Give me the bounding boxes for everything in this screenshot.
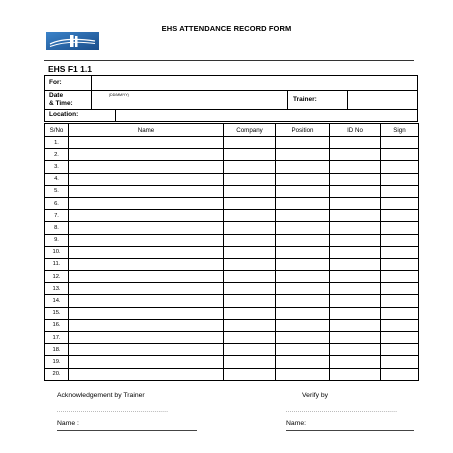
sign-cell[interactable] (381, 271, 419, 283)
id-no-cell[interactable] (330, 210, 381, 222)
sign-cell[interactable] (381, 137, 419, 149)
sign-cell[interactable] (381, 356, 419, 368)
sno-cell: 12. (45, 271, 69, 283)
table-row (45, 271, 419, 283)
name-cell[interactable] (69, 210, 224, 222)
date-format-hint: (DD/MM/YY) (109, 93, 129, 97)
company-cell[interactable] (224, 185, 276, 197)
sno-cell: 11. (45, 258, 69, 270)
ack-name-label: Name : (57, 420, 79, 427)
for-field[interactable] (91, 76, 418, 90)
id-no-cell[interactable] (330, 356, 381, 368)
verify-name-label: Name: (286, 420, 307, 427)
sign-cell[interactable] (381, 332, 419, 344)
trainer-label: Trainer: (293, 96, 317, 103)
sign-cell[interactable] (381, 161, 419, 173)
name-cell[interactable] (69, 197, 224, 209)
table-row (45, 319, 419, 331)
position-cell[interactable] (276, 173, 330, 185)
table-row (45, 149, 419, 161)
column-header-sign: Sign (381, 124, 419, 137)
form-code: EHS F1 1.1 (48, 64, 92, 74)
id-no-cell[interactable] (330, 173, 381, 185)
table-row (45, 173, 419, 185)
name-cell[interactable] (69, 234, 224, 246)
sign-cell[interactable] (381, 307, 419, 319)
position-cell[interactable] (276, 307, 330, 319)
id-no-cell[interactable] (330, 344, 381, 356)
table-row (45, 222, 419, 234)
id-no-cell[interactable] (330, 271, 381, 283)
sign-cell[interactable] (381, 210, 419, 222)
id-no-cell[interactable] (330, 307, 381, 319)
table-row (45, 161, 419, 173)
location-label: Location: (49, 111, 79, 118)
position-cell[interactable] (276, 137, 330, 149)
name-cell[interactable] (69, 173, 224, 185)
name-cell[interactable] (69, 137, 224, 149)
table-row (45, 368, 419, 380)
company-cell[interactable] (224, 271, 276, 283)
company-cell[interactable] (224, 161, 276, 173)
sign-cell[interactable] (381, 344, 419, 356)
sno-cell: 18. (45, 344, 69, 356)
sign-cell[interactable] (381, 295, 419, 307)
sno-cell: 14. (45, 295, 69, 307)
table-row (45, 344, 419, 356)
for-label: For: (49, 79, 62, 86)
company-cell[interactable] (224, 356, 276, 368)
id-no-cell[interactable] (330, 197, 381, 209)
column-header-id-no: ID No (330, 124, 381, 137)
id-no-cell[interactable] (330, 149, 381, 161)
table-row (45, 307, 419, 319)
position-cell[interactable] (276, 197, 330, 209)
attendance-table (44, 123, 419, 381)
column-header-sno: S/No (45, 124, 69, 137)
date-time-field[interactable] (91, 90, 288, 109)
company-cell[interactable] (224, 246, 276, 258)
position-cell[interactable] (276, 234, 330, 246)
ack-label: Acknowledgement by Trainer (57, 392, 145, 399)
sign-cell[interactable] (381, 283, 419, 295)
name-cell[interactable] (69, 368, 224, 380)
company-logo (46, 32, 99, 50)
info-block (44, 75, 418, 122)
id-no-cell[interactable] (330, 368, 381, 380)
position-cell[interactable] (276, 356, 330, 368)
sno-cell: 6. (45, 197, 69, 209)
position-cell[interactable] (276, 246, 330, 258)
position-cell[interactable] (276, 368, 330, 380)
position-cell[interactable] (276, 258, 330, 270)
name-cell[interactable] (69, 332, 224, 344)
form-title: EHS ATTENDANCE RECORD FORM (161, 24, 292, 33)
id-no-cell[interactable] (330, 137, 381, 149)
position-cell[interactable] (276, 319, 330, 331)
sno-cell: 16. (45, 319, 69, 331)
table-row (45, 246, 419, 258)
name-cell[interactable] (69, 149, 224, 161)
company-cell[interactable] (224, 234, 276, 246)
id-no-cell[interactable] (330, 258, 381, 270)
company-cell[interactable] (224, 173, 276, 185)
time-label: & Time: (49, 100, 73, 107)
location-field[interactable] (115, 109, 418, 121)
for-row (45, 76, 417, 91)
id-no-cell[interactable] (330, 283, 381, 295)
sno-cell: 15. (45, 307, 69, 319)
name-cell[interactable] (69, 307, 224, 319)
sno-cell: 13. (45, 283, 69, 295)
name-cell[interactable] (69, 295, 224, 307)
table-row (45, 295, 419, 307)
id-no-cell[interactable] (330, 246, 381, 258)
date-label: Date (49, 92, 64, 99)
sno-cell: 20. (45, 368, 69, 380)
company-cell[interactable] (224, 258, 276, 270)
company-cell[interactable] (224, 319, 276, 331)
id-no-cell[interactable] (330, 185, 381, 197)
sno-cell: 10. (45, 246, 69, 258)
name-cell[interactable] (69, 319, 224, 331)
table-row (45, 283, 419, 295)
name-cell[interactable] (69, 344, 224, 356)
company-cell[interactable] (224, 368, 276, 380)
position-cell[interactable] (276, 185, 330, 197)
company-cell[interactable] (224, 137, 276, 149)
name-cell[interactable] (69, 356, 224, 368)
position-cell[interactable] (276, 210, 330, 222)
name-cell[interactable] (69, 271, 224, 283)
sno-cell: 17. (45, 332, 69, 344)
sno-cell: 4. (45, 173, 69, 185)
attendance-rows (45, 137, 419, 381)
sno-cell: 19. (45, 356, 69, 368)
company-cell[interactable] (224, 210, 276, 222)
sign-cell[interactable] (381, 368, 419, 380)
id-no-cell[interactable] (330, 161, 381, 173)
position-cell[interactable] (276, 344, 330, 356)
position-cell[interactable] (276, 161, 330, 173)
sign-cell[interactable] (381, 246, 419, 258)
sign-cell[interactable] (381, 234, 419, 246)
name-cell[interactable] (69, 258, 224, 270)
company-cell[interactable] (224, 295, 276, 307)
position-cell[interactable] (276, 149, 330, 161)
sno-cell: 7. (45, 210, 69, 222)
column-header-name: Name (69, 124, 224, 137)
table-row (45, 197, 419, 209)
table-row (45, 258, 419, 270)
id-no-cell[interactable] (330, 319, 381, 331)
sign-cell[interactable] (381, 173, 419, 185)
sno-cell: 8. (45, 222, 69, 234)
sign-cell[interactable] (381, 258, 419, 270)
ack-name-line[interactable] (57, 430, 197, 431)
table-row (45, 332, 419, 344)
id-no-cell[interactable] (330, 295, 381, 307)
company-cell[interactable] (224, 307, 276, 319)
id-no-cell[interactable] (330, 234, 381, 246)
verify-label: Verify by (302, 392, 329, 399)
id-no-cell[interactable] (330, 332, 381, 344)
table-row (45, 210, 419, 222)
sign-cell[interactable] (381, 197, 419, 209)
position-cell[interactable] (276, 283, 330, 295)
trainer-field[interactable] (347, 90, 418, 109)
position-cell[interactable] (276, 332, 330, 344)
name-cell[interactable] (69, 222, 224, 234)
sno-cell: 9. (45, 234, 69, 246)
column-header-position: Position (276, 124, 330, 137)
sign-cell[interactable] (381, 319, 419, 331)
ack-signature-line[interactable]: ........................................................ (57, 408, 169, 414)
location-row (45, 109, 417, 121)
name-cell[interactable] (69, 185, 224, 197)
table-row (45, 234, 419, 246)
name-cell[interactable] (69, 283, 224, 295)
company-cell[interactable] (224, 149, 276, 161)
company-cell[interactable] (224, 344, 276, 356)
verify-signature-line[interactable]: ........................................................ (286, 408, 398, 414)
sno-cell: 1. (45, 137, 69, 149)
position-cell[interactable] (276, 295, 330, 307)
company-cell[interactable] (224, 332, 276, 344)
company-cell[interactable] (224, 222, 276, 234)
sign-cell[interactable] (381, 185, 419, 197)
company-cell[interactable] (224, 197, 276, 209)
table-header-row (45, 124, 419, 137)
top-divider (44, 60, 414, 61)
sign-cell[interactable] (381, 149, 419, 161)
sign-cell[interactable] (381, 222, 419, 234)
company-cell[interactable] (224, 283, 276, 295)
name-cell[interactable] (69, 246, 224, 258)
id-no-cell[interactable] (330, 222, 381, 234)
position-cell[interactable] (276, 271, 330, 283)
sno-cell: 5. (45, 185, 69, 197)
column-header-company: Company (224, 124, 276, 137)
name-cell[interactable] (69, 161, 224, 173)
verify-name-line[interactable] (286, 430, 414, 431)
sno-cell: 3. (45, 161, 69, 173)
date-row (45, 90, 417, 110)
table-row (45, 185, 419, 197)
position-cell[interactable] (276, 222, 330, 234)
sno-cell: 2. (45, 149, 69, 161)
table-row (45, 356, 419, 368)
table-row (45, 137, 419, 149)
